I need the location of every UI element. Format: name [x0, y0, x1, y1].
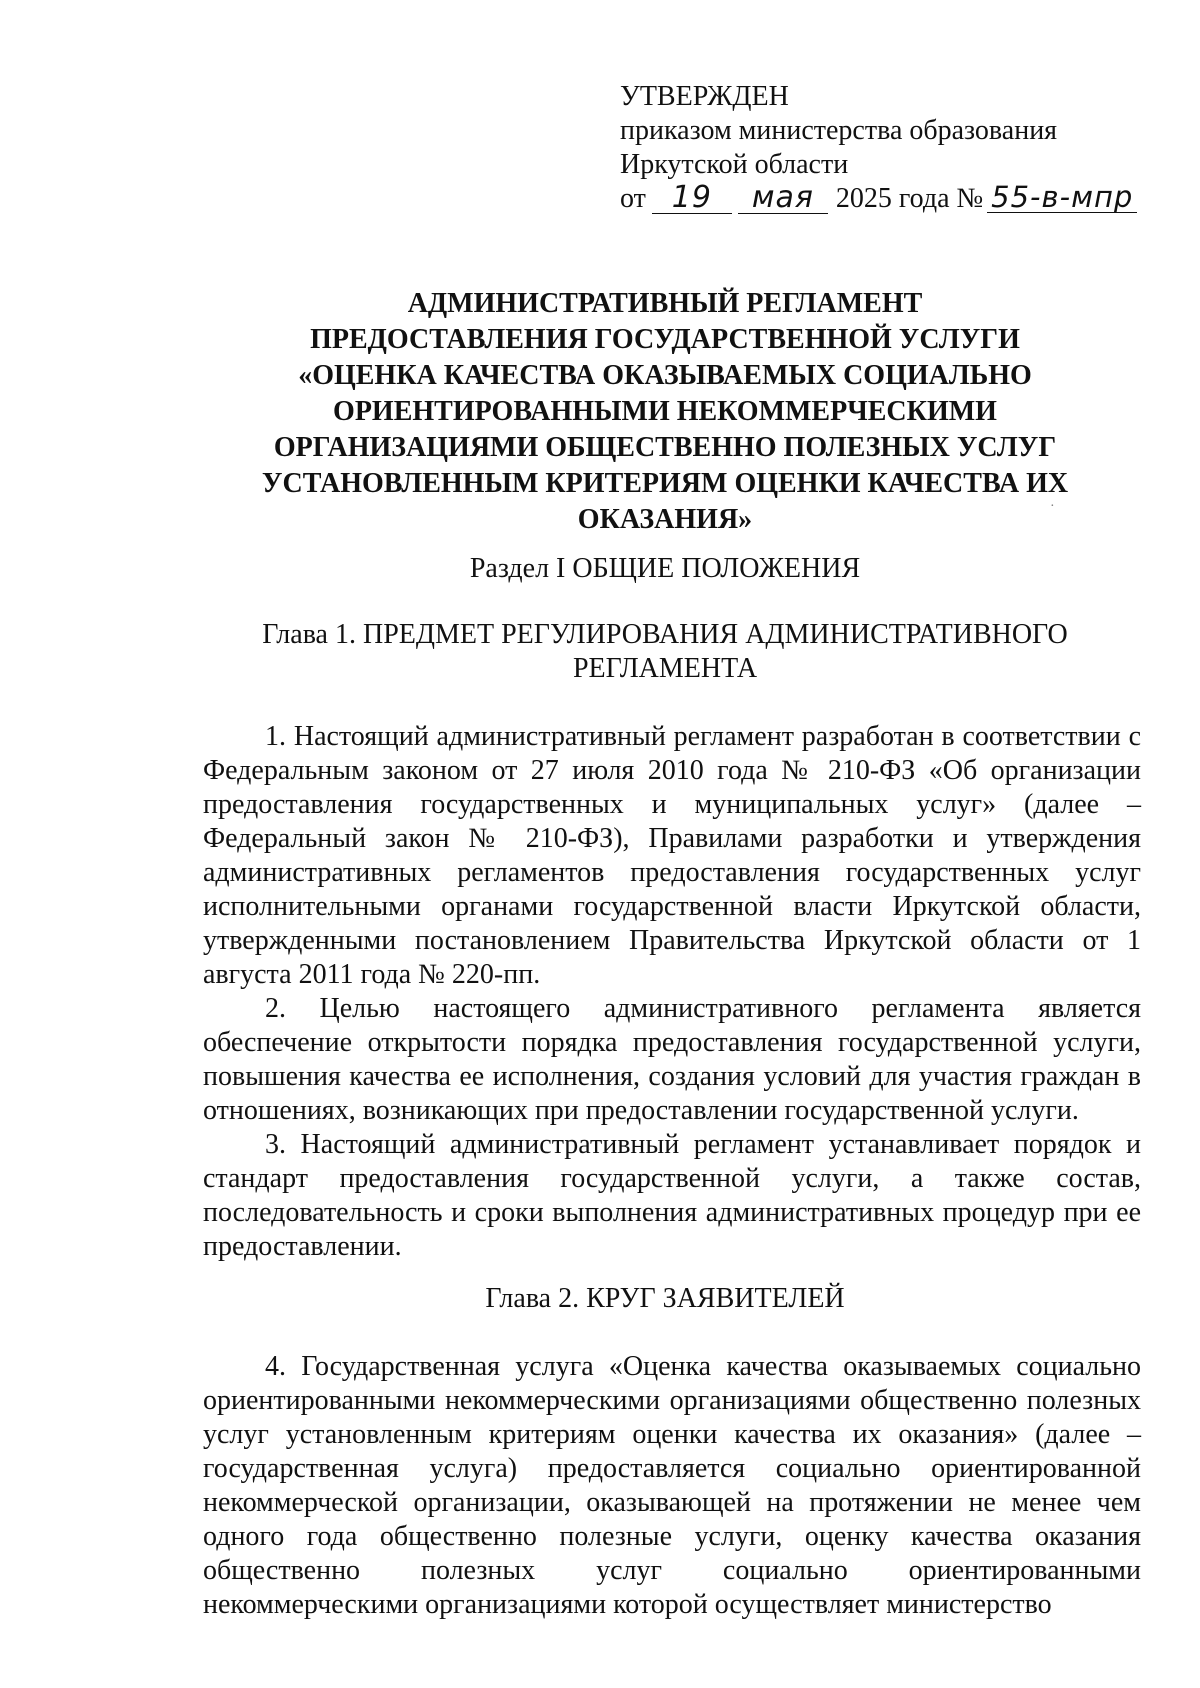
paragraph-4: 4. Государственная услуга «Оценка качества оказываемых социально ориентированными некоммерческими организациями общественно полезных услуг установленным критериям оценки качества их оказания» (далее – государственная услуга) предоставляется социально ориентированной некоммерческой организации, оказывающей на протяжении не менее чем одного года общественно полезные услуги, оценку качества оказания общественно полезных услуг социально ориентированными некоммерческими организациями которой осуществляет министерство: [203, 1351, 1141, 1620]
section-1-heading: Раздел I ОБЩИЕ ПОЛОЖЕНИЯ: [469, 553, 861, 584]
handwritten-day: 19: [652, 183, 732, 214]
chapter-2-heading: Глава 2. КРУГ ЗАЯВИТЕЛЕЙ: [485, 1283, 845, 1314]
approval-date-line: [620, 182, 1180, 216]
title-line: ОКАЗАНИЯ»: [577, 504, 753, 535]
chapter-1-body: [203, 720, 1141, 1264]
document-title: [200, 286, 1130, 538]
title-line: ПРЕДОСТАВЛЕНИЯ ГОСУДАРСТВЕННОЙ УСЛУГИ: [310, 324, 1020, 355]
approval-stamp: [620, 80, 1180, 216]
title-line: «ОЦЕНКА КАЧЕСТВА ОКАЗЫВАЕМЫХ СОЦИАЛЬНО: [298, 360, 1032, 391]
approval-year-text: 2025 года №: [835, 183, 984, 214]
approval-from-label: от: [620, 183, 646, 214]
approval-heading: УТВЕРЖДЕН: [620, 81, 789, 112]
title-line: УСТАНОВЛЕННЫМ КРИТЕРИЯМ ОЦЕНКИ КАЧЕСТВА ИХ: [261, 468, 1069, 499]
scan-speck: ·: [1050, 499, 1055, 514]
handwritten-order-number: 55-в-мпр: [987, 182, 1137, 213]
chapter-1-heading-line2: РЕГЛАМЕНТА: [572, 653, 758, 684]
chapter-1-heading: [200, 618, 1130, 686]
paragraph-2: 2. Целью настоящего административного регламента является обеспечение открытости порядка предоставления государственной услуги, повышения качества ее исполнения, создания условий для участия граждан в отношениях, возникающих при предоставлении государственной услуги.: [203, 993, 1141, 1126]
title-line: ОРГАНИЗАЦИЯМИ ОБЩЕСТВЕННО ПОЛЕЗНЫХ УСЛУГ: [273, 432, 1057, 463]
title-line: ОРИЕНТИРОВАННЫМИ НЕКОММЕРЧЕСКИМИ: [333, 396, 997, 427]
chapter-2-body: [203, 1350, 1141, 1622]
title-line: АДМИНИСТРАТИВНЫЙ РЕГЛАМЕНТ: [407, 288, 923, 319]
paragraph-3: 3. Настоящий административный регламент устанавливает порядок и стандарт предоставления государственной услуги, а также состав, последовательность и сроки выполнения административных процедур при ее предоставлении.: [203, 1129, 1141, 1262]
paragraph-1: 1. Настоящий административный регламент разработан в соответствии с Федеральным законом от 27 июля 2010 года № 210-ФЗ «Об организации предоставления государственных и муниципальных услуг» (далее – Федеральный закон № 210-ФЗ), Правилами разработки и утверждения административных регламентов предоставления государственных услуг исполнительными органами государственной власти Иркутской области, утвержденными постановлением Правительства Иркутской области от 1 августа 2011 года № 220-пп.: [203, 721, 1141, 990]
approval-line-order: приказом министерства образования: [620, 115, 1058, 146]
chapter-1-heading-line1: Глава 1. ПРЕДМЕТ РЕГУЛИРОВАНИЯ АДМИНИСТРАТИВНОГО: [262, 619, 1068, 650]
handwritten-month: мая: [738, 183, 828, 214]
approval-line-region: Иркутской области: [620, 149, 849, 180]
